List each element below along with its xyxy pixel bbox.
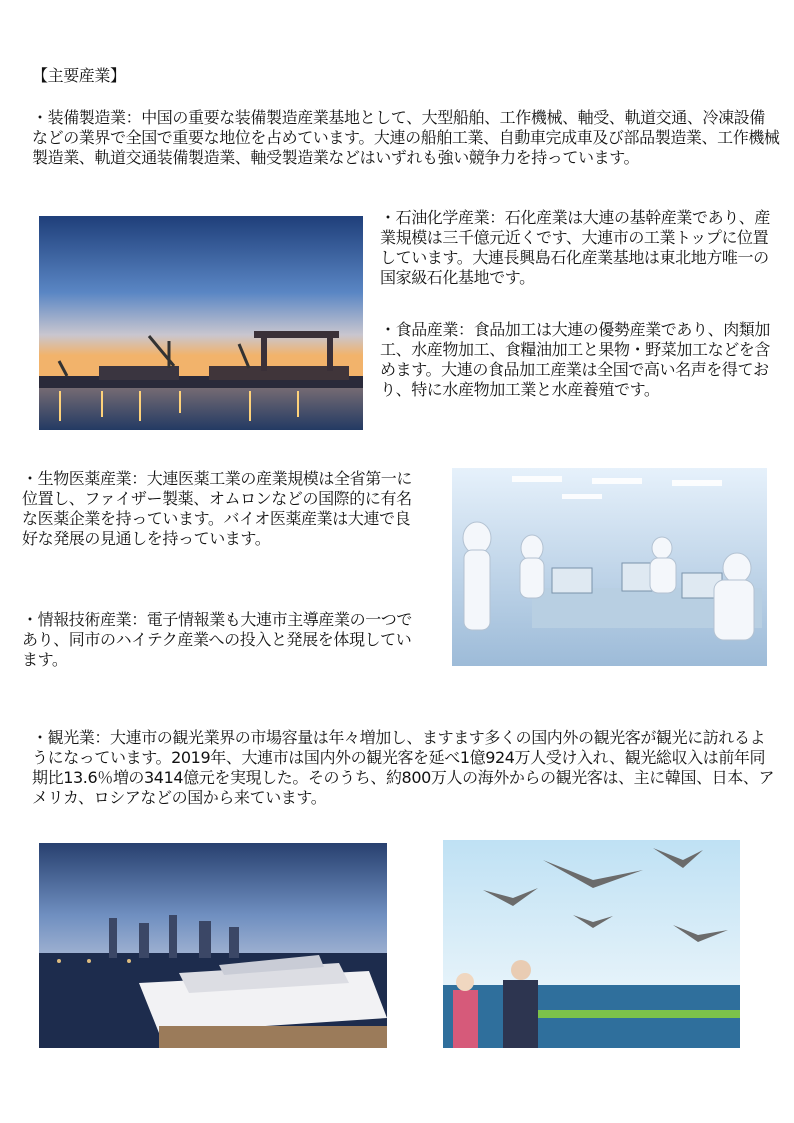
paragraph-biomedical: ・生物医薬産業：大連医薬工業の産業規模は全省第一に位置し、ファイザー製薬、オムロンなどの国際的に有名な医薬企業を持っています。バイオ医薬産業は大連で良好な発展の見通しを持っています。 — [22, 469, 413, 548]
yacht-harbor-photo — [39, 843, 387, 1048]
paragraph-food-industry: ・食品産業：食品加工は大連の優勢産業であり、肉類加工、水産物加工、食糧油加工と果物・野菜加工などを含めます。大連の食品加工産業は全国で高い名声を得ており、特に水産物加工業と水産養殖です。 — [380, 320, 771, 399]
seagulls-coast-photo — [443, 840, 740, 1048]
section-heading: 【主要産業】 — [32, 66, 126, 85]
paragraph-tourism: ・観光業：大連市の観光業界の市場容量は年々増加し、ますます多くの国内外の観光客が観光に訪れるようになっています。2019年、大連市は国内外の観光客を延べ1億924万人受け入れ、観光総収入は前年同期比13.6％増の3414億元を実現した。そのうち、約800万人の海外からの観光客は、主に韓国、日本、アメリカ、ロシアなどの国から来ています。 — [32, 728, 775, 807]
paragraph-information-technology: ・情報技術産業：電子情報業も大連市主導産業の一つであり、同市のハイテク産業への投入と発展を体現しています。 — [22, 610, 413, 669]
paragraph-petrochemical: ・石油化学産業：石化産業は大連の基幹産業であり、産業規模は三千億元近くです、大連市の工業トップに位置しています。大連長興島石化産業基地は東北地方唯一の国家級石化基地です。 — [380, 208, 771, 287]
paragraph-equipment-manufacturing: ・装備製造業：中国の重要な装備製造産業基地として、大型船舶、工作機械、軸受、軌道交通、冷凍設備などの業界で全国で重要な地位を占めています。大連の船舶工業、自動車完成車及び部品製造業、工作機械製造業、軌道交通装備製造業、軸受製造業などはいずれも強い競争力を持っています。 — [32, 108, 780, 167]
shipyard-photo — [39, 216, 363, 430]
laboratory-photo — [452, 468, 767, 666]
